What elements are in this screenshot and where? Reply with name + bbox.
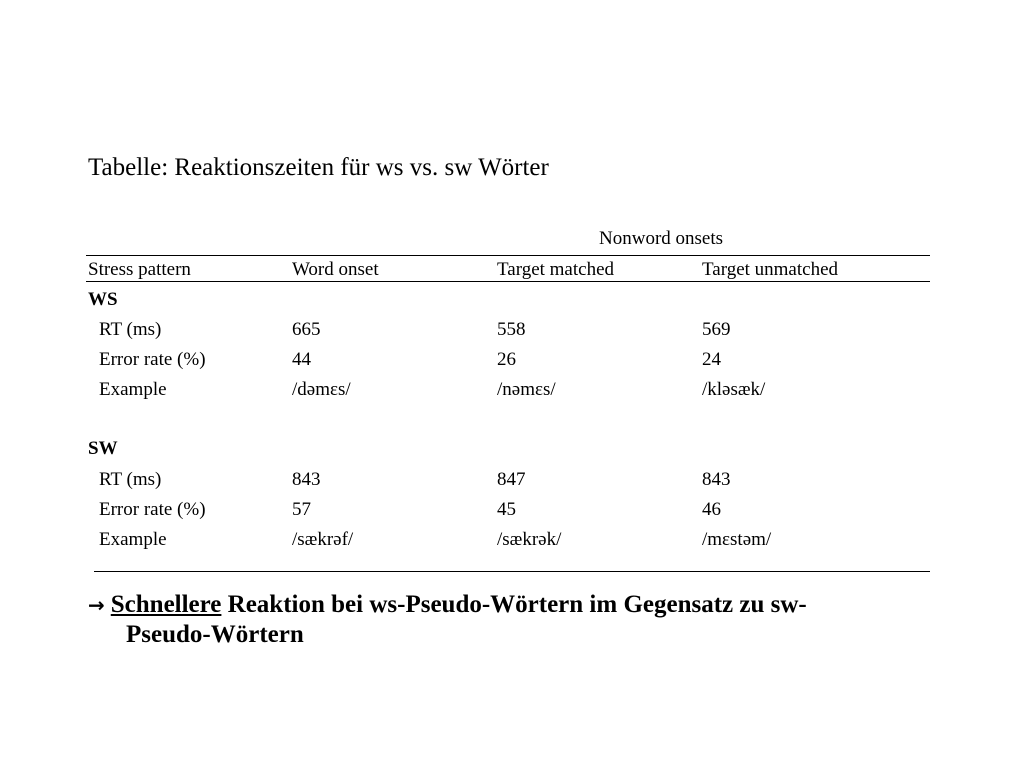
- section-label: SW: [88, 438, 118, 459]
- table-cell: 843: [292, 469, 321, 490]
- table-cell: /sækrək/: [497, 529, 562, 550]
- table-cell: 847: [497, 469, 526, 490]
- section-label: WS: [88, 289, 118, 310]
- table-cell: /dəmɛs/: [292, 379, 351, 400]
- table-cell: 45: [497, 499, 516, 520]
- table-cell: 843: [702, 469, 731, 490]
- table-top-rule: [86, 255, 930, 256]
- row-label: Error rate (%): [99, 499, 206, 520]
- table-cell: /nəmɛs/: [497, 379, 556, 400]
- row-label: Example: [99, 529, 167, 550]
- column-header-word-onset: Word onset: [292, 259, 379, 280]
- column-header-target-matched: Target matched: [497, 259, 615, 280]
- conclusion-text-line1: Reaktion bei ws-Pseudo-Wörtern im Gegensatz zu sw-: [227, 591, 807, 618]
- header-bottom-rule: [86, 281, 930, 282]
- table-cell: /sækrəf/: [292, 529, 354, 550]
- table-cell: 558: [497, 319, 526, 340]
- emphasis-text: Schnellere: [110, 591, 222, 618]
- table-cell: 46: [702, 499, 721, 520]
- column-header-stress-pattern: Stress pattern: [88, 259, 191, 280]
- table-cell: 44: [292, 349, 311, 370]
- nonword-onsets-header: Nonword onsets: [599, 228, 724, 249]
- table-cell: 569: [702, 319, 731, 340]
- table-cell: 26: [497, 349, 516, 370]
- right-arrow-icon: →: [88, 593, 105, 617]
- conclusion-bullet: [88, 590, 928, 650]
- row-label: Error rate (%): [99, 349, 206, 370]
- table-cell: 665: [292, 319, 321, 340]
- slide-title: Tabelle: Reaktionszeiten für ws vs. sw Wörter: [88, 154, 549, 181]
- row-label: RT (ms): [99, 319, 162, 340]
- table-cell: 24: [702, 349, 721, 370]
- table-cell: /mɛstəm/: [702, 529, 772, 550]
- column-header-target-unmatched: Target unmatched: [702, 259, 839, 280]
- table-bottom-rule: [94, 571, 930, 572]
- row-label: Example: [99, 379, 167, 400]
- table-cell: 57: [292, 499, 311, 520]
- conclusion-text-line2: Pseudo-Wörtern: [126, 621, 304, 648]
- table-cell: /kləsæk/: [702, 379, 766, 400]
- row-label: RT (ms): [99, 469, 162, 490]
